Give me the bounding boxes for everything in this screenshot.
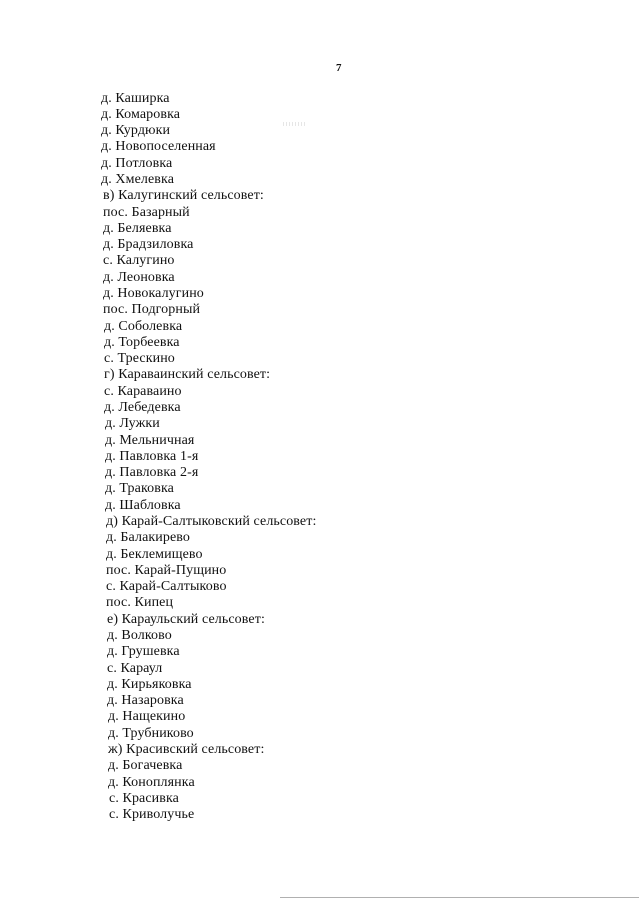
list-item: д. Богачевка [108, 758, 183, 773]
list-item: д. Коноплянка [108, 775, 195, 790]
list-item: пос. Подгорный [103, 302, 201, 317]
list-item: д. Нащекино [108, 709, 186, 724]
list-item: д. Беклемищево [106, 547, 203, 562]
section-heading: д) Карай-Салтыковский сельсовет: [106, 514, 317, 529]
list-item: д. Брадзиловка [103, 237, 194, 252]
list-item: д. Торбеевка [104, 335, 180, 350]
list-item: пос. Кипец [106, 595, 174, 610]
list-item: с. Карай-Салтыково [106, 579, 227, 594]
list-item: д. Потловка [101, 156, 173, 171]
list-item: с. Калугино [103, 253, 175, 268]
list-item: с. Криволучье [109, 807, 195, 822]
list-item: д. Кирьяковка [107, 677, 192, 692]
list-item: пос. Базарный [103, 205, 190, 220]
list-item: д. Грушевка [107, 644, 180, 659]
list-item: д. Новопоселенная [101, 139, 216, 154]
list-item: д. Курдюки [101, 123, 171, 138]
list-item: д. Шабловка [105, 498, 181, 513]
list-item: д. Комаровка [101, 107, 181, 122]
list-item: с. Трескино [104, 351, 175, 366]
list-item: д. Трубниково [108, 726, 194, 741]
scan-artifact [283, 122, 305, 126]
page-number: 7 [336, 62, 342, 74]
list-item: д. Лебедевка [104, 400, 181, 415]
list-item: д. Лужки [105, 416, 160, 431]
list-item: д. Соболевка [104, 319, 183, 334]
list-item: д. Леоновка [103, 270, 175, 285]
section-heading: ж) Красивский сельсовет: [108, 742, 265, 757]
list-item: д. Балакирево [106, 530, 191, 545]
list-item: д. Павловка 1-я [105, 449, 199, 464]
list-item: д. Назаровка [107, 693, 184, 708]
list-item: с. Красивка [109, 791, 179, 806]
list-item: д. Траковка [105, 481, 174, 496]
section-heading: г) Караваинский сельсовет: [104, 367, 271, 382]
scan-edge-line [280, 897, 639, 898]
section-heading: е) Караульский сельсовет: [107, 612, 265, 627]
list-item: с. Караваино [104, 384, 182, 399]
section-heading: в) Калугинский сельсовет: [103, 188, 264, 203]
list-item: д. Хмелевка [101, 172, 175, 187]
list-item: с. Караул [107, 661, 163, 676]
list-item: д. Новокалугино [103, 286, 204, 301]
list-item: д. Каширка [101, 91, 170, 106]
list-item: д. Павловка 2-я [105, 465, 199, 480]
list-item: д. Мельничная [105, 433, 195, 448]
list-item: д. Волково [107, 628, 172, 643]
list-item: д. Беляевка [103, 221, 172, 236]
list-item: пос. Карай-Пущино [106, 563, 227, 578]
